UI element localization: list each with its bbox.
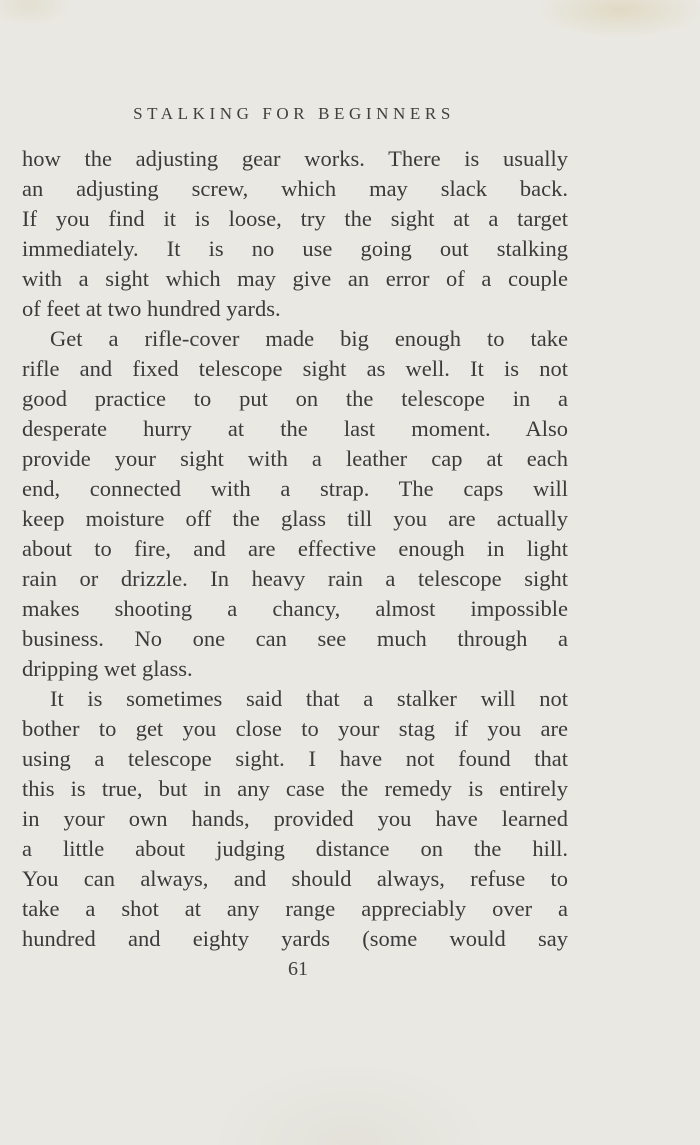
text-line: using a telescope sight. I have not found that: [22, 746, 568, 771]
text-line: rifle and fixed telescope sight as well. It is not: [22, 356, 568, 381]
text-line: this is true, but in any case the remedy is entirely: [22, 776, 568, 801]
text-line: how the adjusting gear works. There is usually: [22, 146, 568, 171]
text-line: good practice to put on the telescope in a: [22, 386, 568, 411]
text-line: keep moisture off the glass till you are actually: [22, 506, 568, 531]
text-line: business. No one can see much through a: [22, 626, 568, 651]
text-line: rain or drizzle. In heavy rain a telescope sight: [22, 566, 568, 591]
text-line: about to fire, and are effective enough in light: [22, 536, 568, 561]
page-number: 61: [288, 958, 308, 980]
text-line: desperate hurry at the last moment. Also: [22, 416, 568, 441]
text-line: of feet at two hundred yards.: [22, 296, 281, 321]
text-line: If you find it is loose, try the sight at a target: [22, 206, 568, 231]
text-line: You can always, and should always, refuse to: [22, 866, 568, 891]
body-text: [22, 144, 568, 954]
text-line: end, connected with a strap. The caps will: [22, 476, 568, 501]
text-line: bother to get you close to your stag if you are: [22, 716, 568, 741]
running-head: STALKING FOR BEGINNERS: [133, 104, 455, 123]
text-line: dripping wet glass.: [22, 656, 193, 681]
text-line: a little about judging distance on the hill.: [22, 836, 568, 861]
text-line: take a shot at any range appreciably over a: [22, 896, 568, 921]
text-line: with a sight which may give an error of a couple: [22, 266, 568, 291]
text-line: an adjusting screw, which may slack back.: [22, 176, 568, 201]
text-line: provide your sight with a leather cap at each: [22, 446, 568, 471]
text-line: immediately. It is no use going out stalking: [22, 236, 568, 261]
text-line: hundred and eighty yards (some would say: [22, 926, 568, 951]
text-line: in your own hands, provided you have learned: [22, 806, 568, 831]
text-line: It is sometimes said that a stalker will not: [50, 686, 568, 711]
text-line: makes shooting a chancy, almost impossible: [22, 596, 568, 621]
text-line: Get a rifle-cover made big enough to take: [50, 326, 568, 351]
